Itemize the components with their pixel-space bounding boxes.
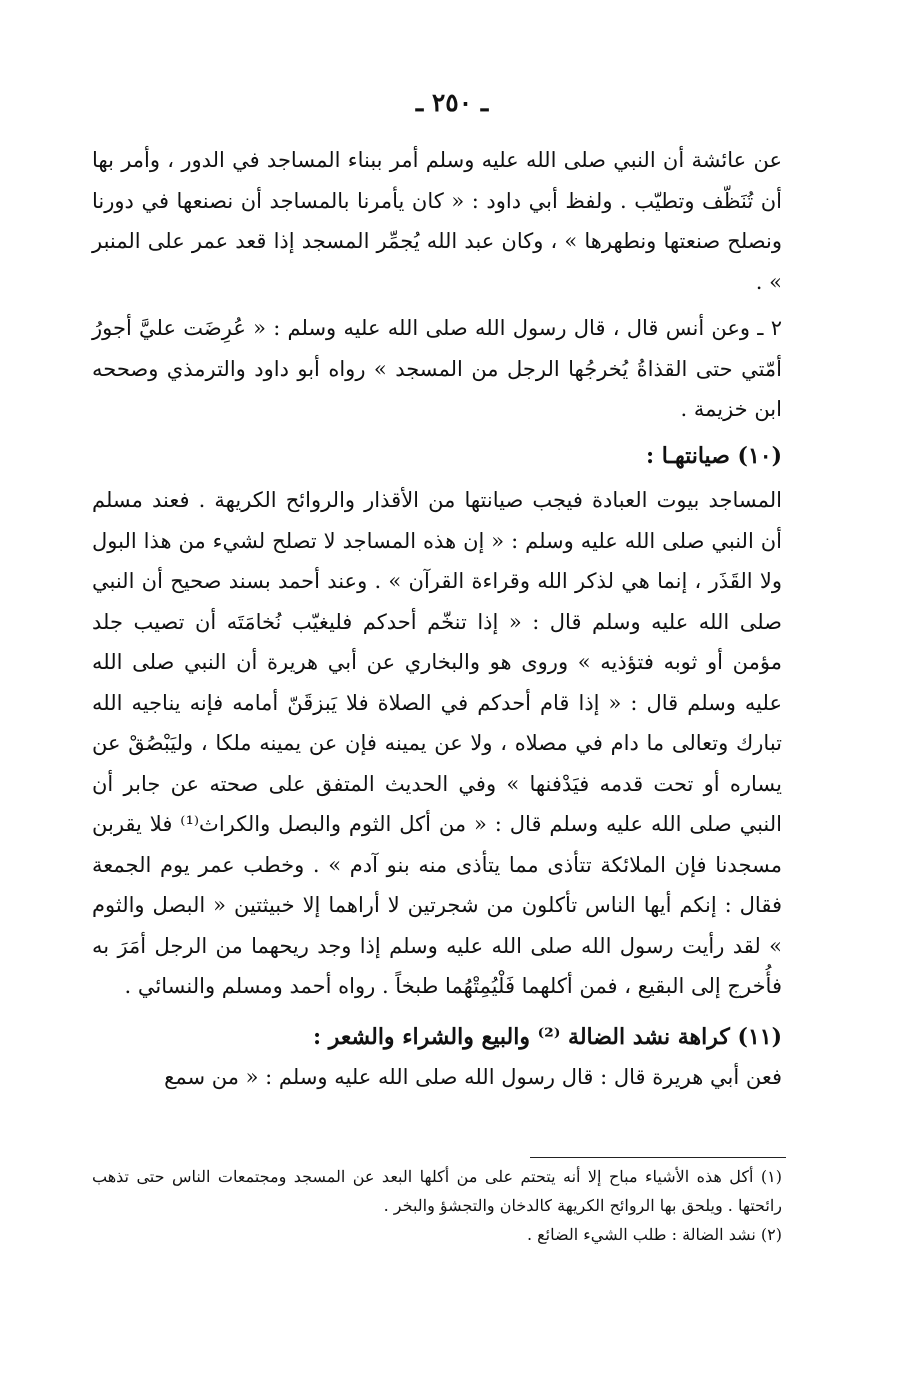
section-heading-maintenance: (١٠) صيانتهـا : [646, 442, 782, 469]
footnotes [92, 1162, 782, 1249]
paragraph-aisha-hadith: عن عائشة أن النبي صلى الله عليه وسلم أمر ببناء المساجد في الدور ، وأمر بها أن تُنَظّف وتطيّب . ولفظ أبي داود : « كان يأمرنا بالمساجد أن نصنعها في دورنا ونصلح صنعتها ونطهرها » ، وكان عبد الله يُجمِّر المسجد إذا قعد عمر على المنبر » . [92, 148, 782, 294]
footnote-2: (٢) نشد الضالة : طلب الشيء الضائع . [526, 1225, 782, 1244]
footnote-divider [530, 1157, 786, 1158]
paragraph-maintenance: المساجد بيوت العبادة فيجب صيانتها من الأقذار والروائح الكريهة . فعند مسلم أن النبي صلى الله عليه وسلم : « إن هذه المساجد لا تصلح لشيء من هذا البول ولا القَذَر ، إنما هي لذكر الله وقراءة القرآن » . وعند أحمد بسند صحيح أن النبي صلى الله عليه وسلم قال : « إذا تنخّم أحدكم فليغيّب نُخامَتَه أن تصيب جلد مؤمن أو ثوبه فتؤذيه » وروى هو والبخاري عن أبي هريرة أن النبي صلى الله عليه وسلم قال : « إذا قام أحدكم في الصلاة فلا يَبزقَنّ أمامه فإنه يناجيه الله تبارك وتعالى ما دام في مصلاه ، ولا عن يمينه فإن عن يمينه ملكا ، وليَبْصُقْ عن يساره أو تحت قدمه فيَدْفنها » وفي الحديث المتفق على صحته عن جابر أن النبي صلى الله عليه وسلم قال : « من أكل الثوم والبصل والكراث⁽¹⁾ فلا يقربن مسجدنا فإن الملائكة تتأذى مما يتأذى منه بنو آدم » . وخطب عمر يوم الجمعة فقال : إنكم أيها الناس تأكلون من شجرتين لا أراهما إلا خبيثتين « البصل والثوم » لقد رأيت رسول الله صلى الله عليه وسلم إذا وجد ريحهما من الرجل أمَرَ به فأُخرج إلى البقيع ، فمن أكلهما فَلْيُمِتْهُما طبخاً . رواه أحمد ومسلم والنسائي . [92, 488, 782, 998]
main-text [92, 140, 782, 1098]
section-heading-disliked-acts: (١١) كراهة نشد الضالة ⁽²⁾ والبيع والشراء والشعر : [312, 1023, 782, 1050]
page-number: ـ ٢٥٠ ـ [415, 88, 489, 117]
paragraph-abu-hurayra: فعن أبي هريرة قال : قال رسول الله صلى الله عليه وسلم : « من سمع [164, 1065, 782, 1089]
paragraph-anas-hadith: ٢ ـ وعن أنس قال ، قال رسول الله صلى الله عليه وسلم : « عُرِضَت عليَّ أجورُ أمّتي حتى القذاةُ يُخرجُها الرجل من المسجد » رواه أبو داود والترمذي وصححه ابن خزيمة . [92, 316, 782, 421]
footnote-1: (١) أكل هذه الأشياء مباح إلا أنه يتحتم على من أكلها البعد عن المسجد ومجتمعات الناس حتى تذهب رائحتها . ويلحق بها الروائح الكريهة كالدخان والتجشؤ والبخر . [92, 1167, 783, 1215]
